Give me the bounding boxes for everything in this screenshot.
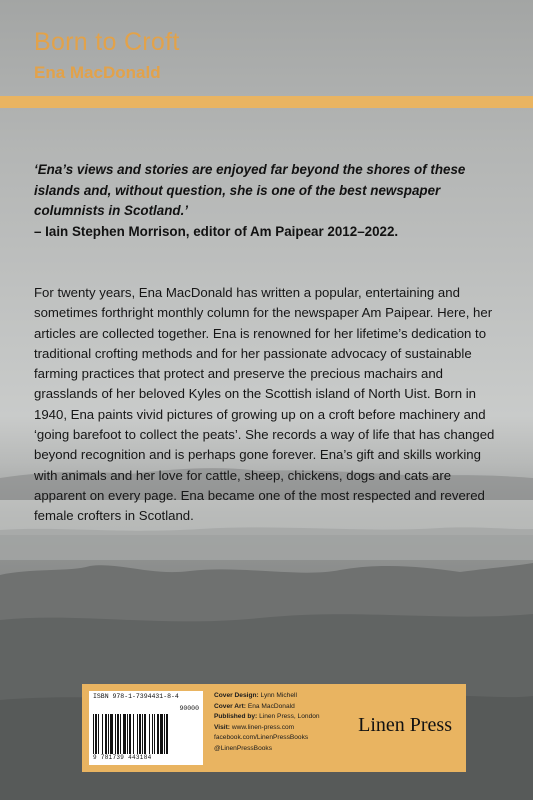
credit-cover-design: Cover Design: Lynn Michell (214, 692, 297, 699)
barcode-digits: 9 781739 443184 (93, 754, 152, 761)
blurb-text: For twenty years, Ena MacDonald has written a popular, entertaining and sometimes forthright monthly column for the newspaper Am Paipear. Here, her articles are collected together. Ena is renowned for her lifetime’s dedication to traditional crofting methods and for her passionate advocacy of sustainable farming practices that protect and preserve the precious machairs and grasslands of her beloved Kyles on the Scottish island of North Uist. Born in 1940, Ena paints vivid pictures of growing up on a croft before machinery and ‘going barefoot to collect the peats’. She records a way of life that has changed beyond recognition and is perhaps gone forever. Ena’s gift and skills working with animals and her love for cattle, sheep, chickens, dogs and cats are apparent on every page. Ena became one of the most respected and revered female crofters in Scotland. (34, 285, 495, 524)
book-author: Ena MacDonald (34, 63, 161, 82)
credit-visit: Visit: www.linen-press.com (214, 723, 295, 731)
credits-block (214, 691, 354, 755)
review-quote (34, 160, 504, 242)
book-title: Born to Croft (34, 28, 180, 56)
barcode-bars (93, 714, 199, 754)
credit-facebook: facebook.com/LinenPressBooks (214, 734, 309, 742)
title-band (0, 96, 533, 108)
quote-text: ‘Ena’s views and stories are enjoyed far beyond the shores of these islands and, without question, she is one of the best newspaper columnists in Scotland.’ (34, 162, 466, 218)
credit-handle: @LinenPressBooks (214, 744, 273, 752)
isbn-barcode (89, 691, 203, 765)
quote-attribution: – Iain Stephen Morrison, editor of Am Paipear 2012–2022. (34, 223, 399, 239)
credit-cover-art: Cover Art: Ena MacDonald (214, 702, 295, 710)
credit-published-by: Published by: Linen Press, London (214, 713, 320, 721)
isbn-number: ISBN 978-1-7394431-8-4 (93, 693, 179, 700)
publisher-logo: Linen Press (358, 714, 452, 736)
price-code: 90000 (179, 705, 199, 712)
publisher-info-box (82, 684, 466, 772)
far-shore (0, 527, 533, 560)
